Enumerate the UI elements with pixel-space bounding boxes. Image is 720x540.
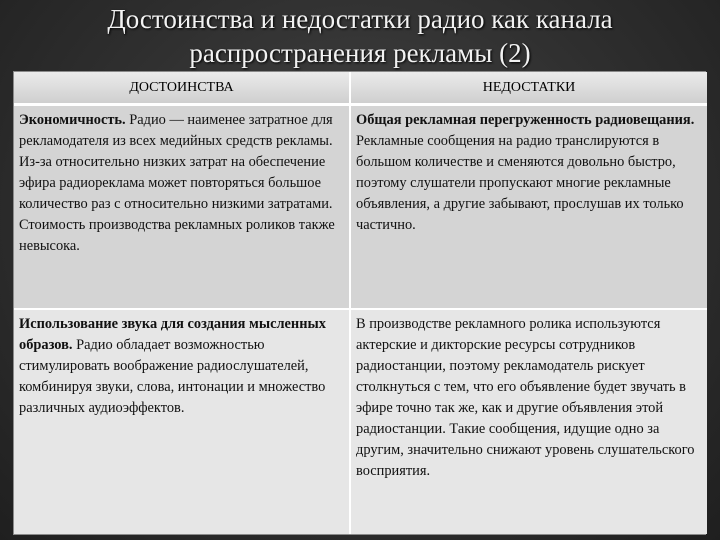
- header-disadvantages: НЕДОСТАТКИ: [350, 72, 707, 105]
- disadvantage-cell: [350, 105, 707, 309]
- table-header-row: [14, 72, 707, 105]
- table-row: [14, 105, 707, 309]
- disadvantage-text: Рекламные сообщения на радио транслируются в большом количестве и сменяются довольно быстро, поэтому слушатели пропускают многие рекламные объявления, а другие забывают, прослушав их только частично.: [356, 133, 684, 233]
- disadvantage-text: В производстве рекламного ролика используются актерские и дикторские ресурсы сотрудников радиостанции, поэтому рекламодатель рискует столкнуться с тем, что его объявление будет звучать в эфире точно так же, как и другие объявления этой радиостанции. Такие сообщения, идущие одно за другим, значительно снижают уровень слушательского восприятия.: [356, 315, 695, 479]
- slide-title: [40, 2, 680, 70]
- advantage-cell: [14, 309, 350, 535]
- advantage-text: Радио — наименее затратное для рекламодателя из всех медийных средств рекламы. Из-за относительно низких затрат на обеспечение эфира радиореклама может повторяться большое количество раз с относительно низкими затратами. Стоимость производства рекламных роликов также невысока.: [19, 112, 335, 254]
- disadvantage-cell: [350, 309, 707, 535]
- slide-title-line-1: Достоинства и недостатки радио как канала: [107, 4, 613, 34]
- advantage-text: Радио обладает возможностью стимулировать воображение радиослушателей, комбинируя звуки, слова, интонации и множество различных аудиоэффектов.: [19, 336, 326, 416]
- advantage-cell: [14, 105, 350, 309]
- comparison-table: [14, 72, 707, 534]
- disadvantage-heading: Общая рекламная перегруженность радиовещания.: [356, 112, 695, 128]
- table-row: [14, 309, 707, 535]
- header-advantages: ДОСТОИНСТВА: [14, 72, 350, 105]
- comparison-table-container: [13, 71, 706, 535]
- advantage-heading: Использование звука для создания мысленных образов.: [19, 315, 326, 353]
- slide-title-line-2: распространения рекламы (2): [189, 38, 531, 68]
- advantage-heading: Экономичность.: [19, 112, 126, 128]
